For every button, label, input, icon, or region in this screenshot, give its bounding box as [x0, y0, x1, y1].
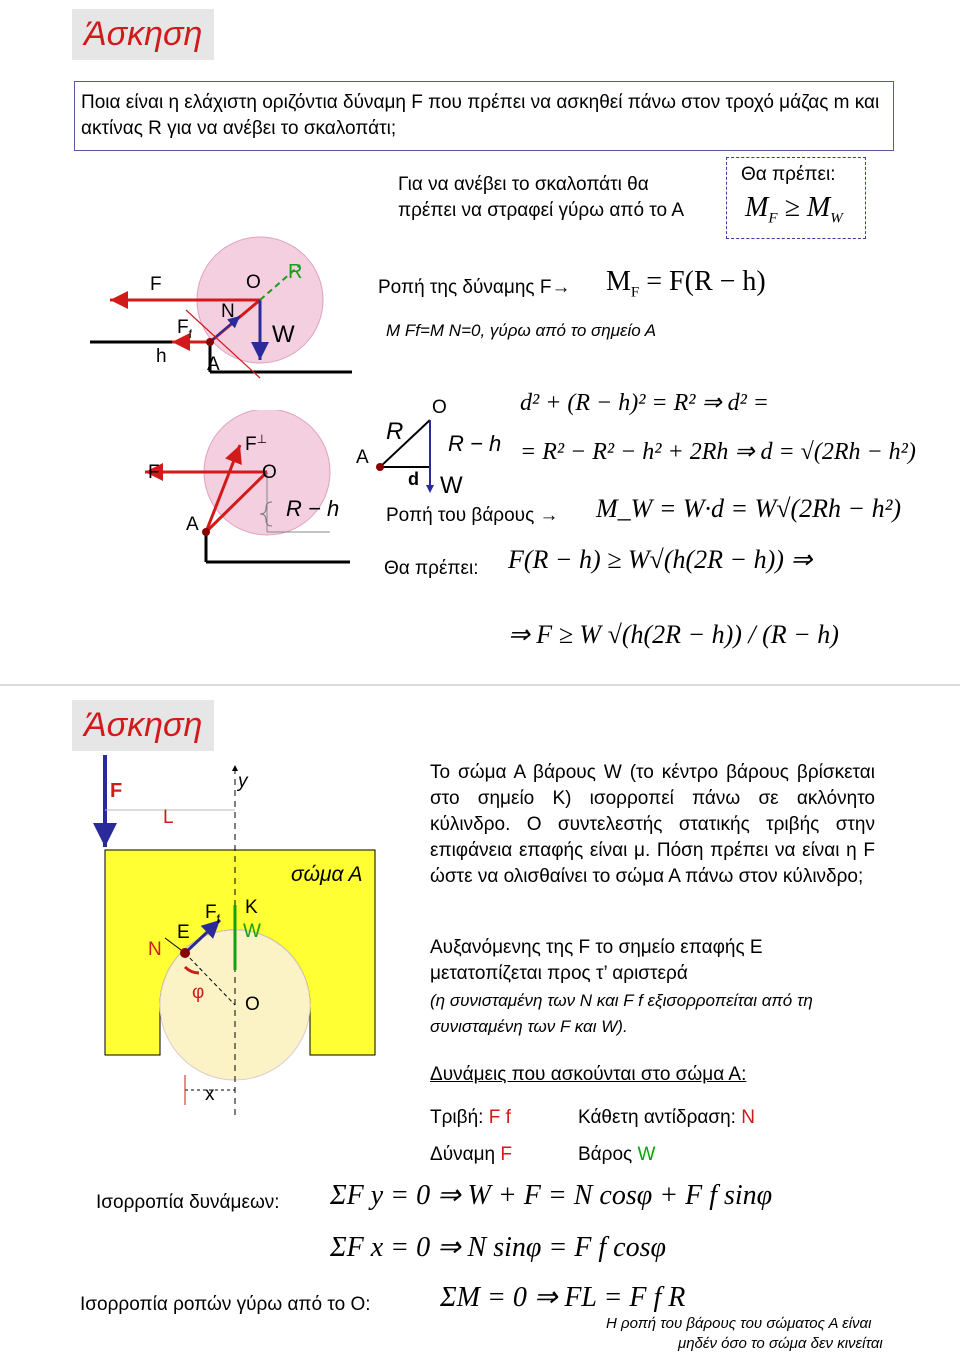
inequality-2: ⇒ F ≥ W √(h(2R − h)) / (R − h): [508, 620, 839, 649]
label-A: A: [207, 354, 220, 375]
footnote: Η ροπή του βάρους του σώματος Α είναι μηδέν όσο το σώμα δεν κινείται: [606, 1315, 883, 1352]
problem-statement-2: Το σώμα Α βάρους W (το κέντρο βάρους βρίσκεται στο σημείο Κ) ισορροπεί πάνω σε ακλόνητο κύλινδρο. Ο συντελεστής στατικής τριβής στην επιφάνεια επαφής είναι μ. Πόση πρέπει να είναι η F ώστε να ολισθαίνει το σώμα Α πάνω στον κύλινδρο;: [430, 762, 875, 887]
label-W-3: W: [440, 472, 463, 499]
label-L: L: [163, 807, 174, 828]
label-W-4: W: [243, 921, 261, 942]
force-item: Δύναμη F: [430, 1144, 512, 1165]
eq-moments: ΣM = 0 ⇒ FL = F f R: [440, 1282, 686, 1313]
label-W: W: [272, 321, 295, 348]
weight-torque-formula: M_W = W·d = W√(2Rh − h²): [596, 494, 902, 523]
label-y: y: [238, 771, 248, 792]
eq-forces-label: Ισορροπία δυνάμεων:: [96, 1192, 280, 1213]
eq-forces-x: ΣF x = 0 ⇒ N sinφ = F f cosφ: [330, 1232, 666, 1263]
torque-zero-note: M Ff=M N=0, γύρω από το σημείο Α: [386, 321, 657, 340]
weight-torque-label: Ροπή του βάρους →: [386, 505, 559, 526]
label-O-2: O: [262, 462, 277, 483]
label-h: h: [156, 346, 167, 367]
increasing-F-text: Αυξανόμενης της F το σημείο επαφής Ε μετατοπίζεται προς τ’ αριστερά: [430, 937, 763, 984]
label-O: O: [246, 272, 261, 293]
label-body-A: σώμα Α: [291, 863, 363, 886]
section1-title: Άσκηση: [72, 9, 214, 60]
torque-F-label: Ροπή της δύναμης F→: [378, 277, 571, 298]
triangle-diagram: [350, 395, 510, 505]
must-label: Θα πρέπει:: [741, 164, 836, 185]
normal-item: Κάθετη αντίδραση: N: [578, 1107, 755, 1128]
pythagoras-line2: = R² − R² − h² + 2Rh ⇒ d = √(2Rh − h²): [520, 439, 916, 465]
label-A-3: A: [356, 447, 369, 468]
label-Rh: R − h: [286, 496, 340, 521]
svg-text:F: F: [148, 462, 160, 483]
must-label-2: Θα πρέπει:: [384, 558, 479, 579]
label-Rh-3: R − h: [448, 431, 502, 456]
eq-moments-label: Ισορροπία ροπών γύρω από το Ο:: [80, 1294, 371, 1315]
forces-title: Δυνάμεις που ασκούνται στο σώμα Α:: [430, 1064, 747, 1085]
label-d: d: [408, 469, 419, 489]
label-Fperp: F⊥: [245, 432, 268, 455]
label-F-4: F: [110, 780, 123, 802]
label-N-4: N: [148, 939, 162, 960]
section-divider: [0, 684, 960, 686]
wheel-step-diagram-1: [90, 230, 360, 390]
rotate-condition-line1: Για να ανέβει το σκαλοπάτι θα: [398, 174, 649, 195]
weight-item: Βάρος W: [578, 1144, 656, 1165]
label-A-2: A: [186, 514, 199, 535]
must-formula: $M_F \ge M_W$: [745, 192, 843, 227]
must-condition-box: [726, 157, 866, 239]
pythagoras-line1: d² + (R − h)² = R² ⇒ d² =: [520, 390, 769, 416]
rotate-condition-line2: πρέπει να στραφεί γύρω από το Α: [398, 200, 685, 221]
problem-statement-1: Ποια είναι η ελάχιστη οριζόντια δύναμη F που πρέπει να ασκηθεί πάνω στον τροχό μάζας m και ακτίνας R για να ανέβει το σκαλοπάτι;: [74, 81, 894, 151]
label-R: R: [288, 261, 303, 283]
label-R-3: R: [386, 418, 404, 445]
label-N: N: [221, 301, 235, 322]
label-Ff-4: $F_f$: [205, 902, 220, 926]
wheel-step-diagram-2: [140, 410, 360, 580]
label-F: F: [150, 274, 162, 295]
resultant-note: (η συνισταμένη των N και F f εξισορροπείται από τη συνισταμένη των F και W).: [430, 991, 813, 1036]
torque-F-formula: $M_F = F(R - h)$: [606, 266, 766, 301]
label-O-3: O: [432, 397, 447, 418]
eq-forces-y: ΣF y = 0 ⇒ W + F = N cosφ + F f sinφ: [330, 1180, 773, 1211]
cylinder-body-diagram: [85, 755, 385, 1135]
label-K: K: [245, 897, 258, 918]
label-O-4: O: [245, 994, 260, 1015]
label-phi: φ: [192, 982, 205, 1003]
friction-item: Τριβή: F f: [430, 1107, 511, 1128]
label-Ff: $F_f$: [177, 317, 192, 341]
section2-title: Άσκηση: [72, 700, 214, 751]
label-E: E: [177, 922, 190, 943]
inequality-1: F(R − h) ≥ W√(h(2R − h)) ⇒: [508, 545, 813, 574]
label-x: x: [205, 1084, 215, 1105]
